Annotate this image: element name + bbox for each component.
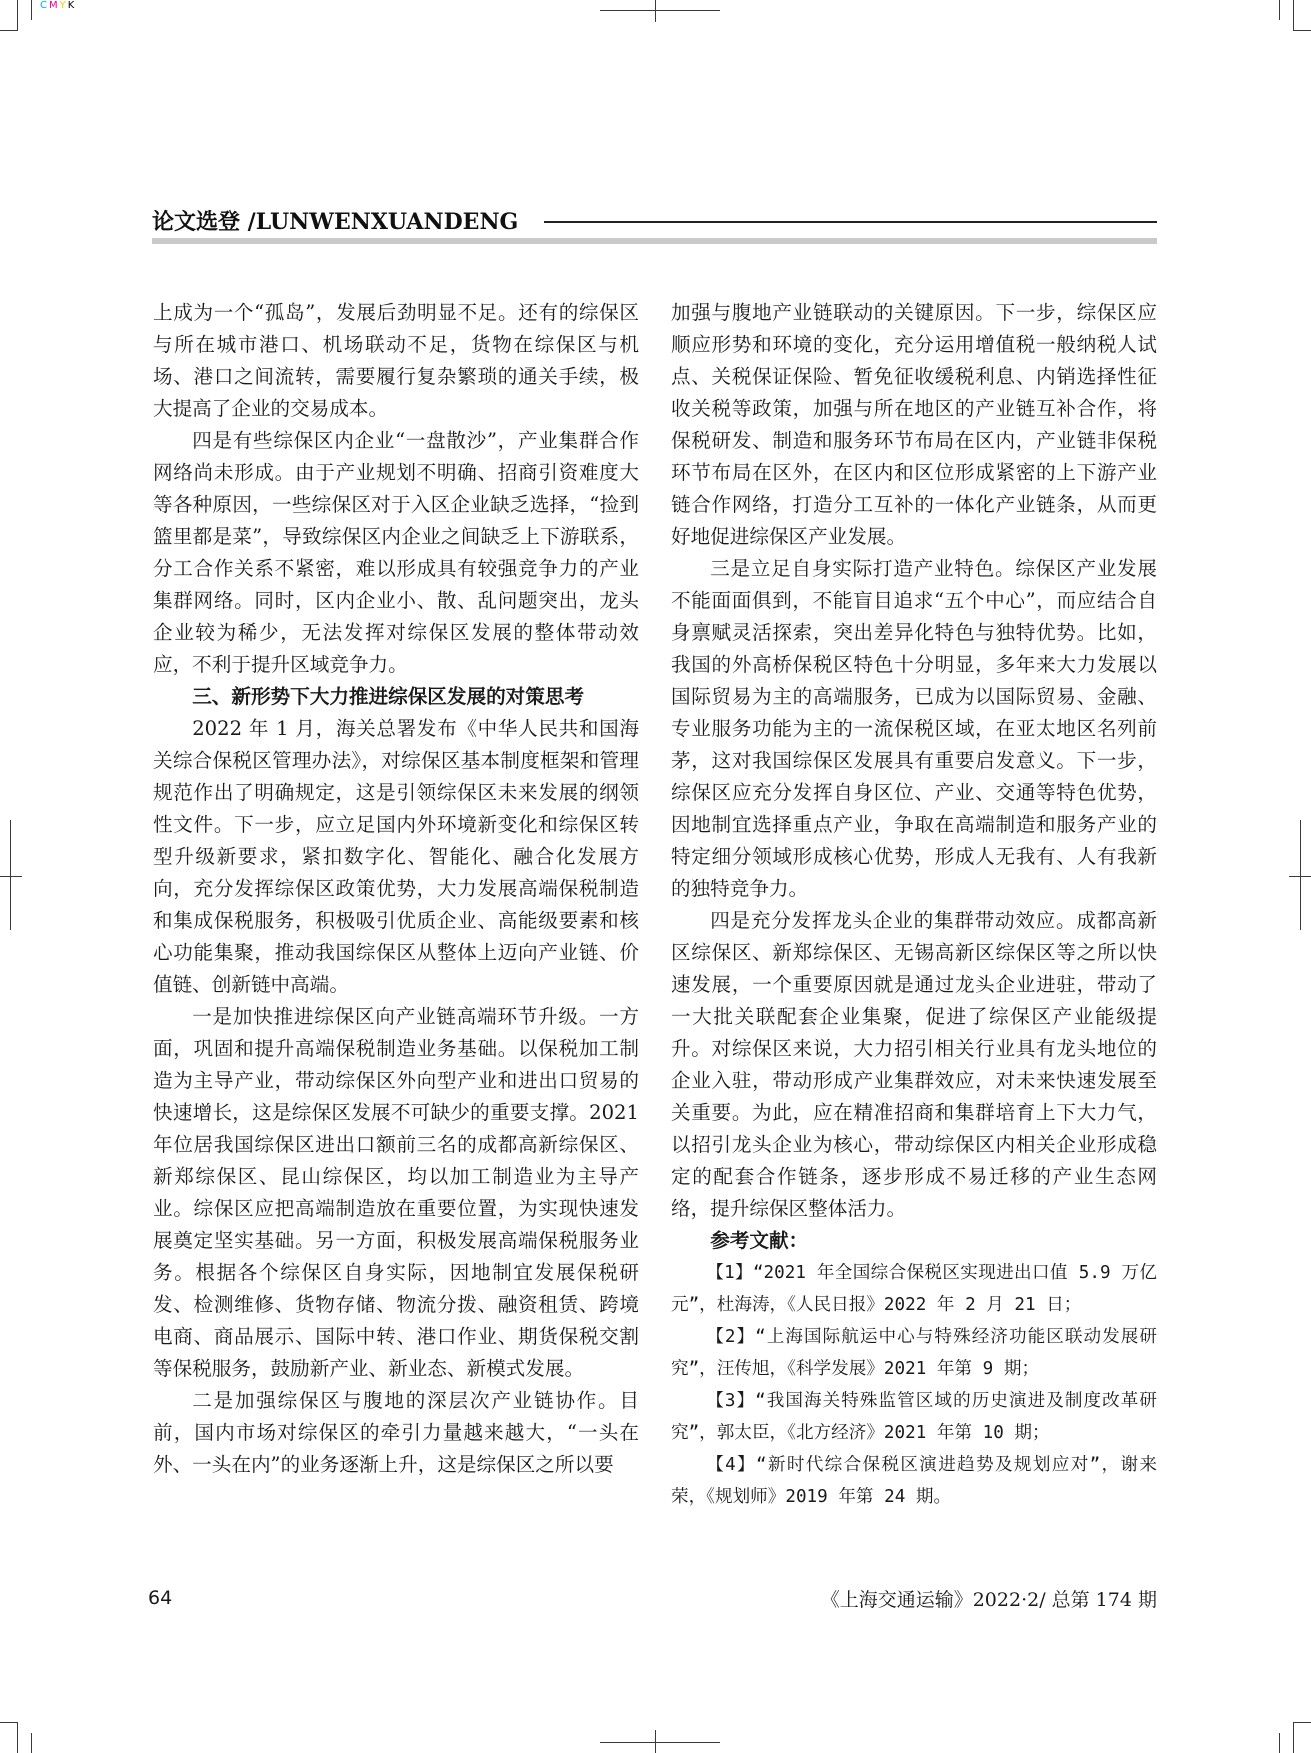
cmyk-y: Y	[59, 0, 68, 11]
paragraph: 加强与腹地产业链联动的关键原因。下一步，综保区应顺应形势和环境的变化，充分运用增值税一般纳税人试点、关税保证保险、暂免征收缓税利息、内销选择性征收关税等政策，加强与所在地区的产业链互补合作，将保税研发、制造和服务环节布局在区内，产业链非保税环节布局在区外，在区内和区位形成紧密的上下游产业链合作网络，打造分工互补的一体化产业链条，从而更好地促进综保区产业发展。	[671, 301, 1157, 548]
crop-mark	[1279, 0, 1280, 20]
reference-item: 【3】“我国海关特殊监管区域的历史演进及制度改革研究”，郭太臣，《北方经济》2021 年第 10 期；	[671, 1391, 1157, 1443]
paragraph: 二是加强综保区与腹地的深层次产业链协作。目前，国内市场对综保区的牵引力量越来越大，“一头在外、一头在内”的业务逐渐上升，这是综保区之所以要	[153, 1389, 639, 1476]
reference-item: 【4】“新时代综合保税区演进趋势及规划应对”，谢来荣，《规划师》2019 年第 24 期。	[671, 1455, 1157, 1507]
paragraph: 四是充分发挥龙头企业的集群带动效应。成都高新区综保区、新郑综保区、无锡高新区综保区等之所以快速发展，一个重要原因就是通过龙头企业进驻，带动了一大批关联配套企业集聚，促进了综保区产业能级提升。对综保区来说，大力招引相关行业具有龙头地位的企业入驻，带动形成产业集群效应，对未来快速发展至关重要。为此，应在精准招商和集群培育上下大力气，以招引龙头企业为核心，带动综保区内相关企业形成稳定的配套合作链条，逐步形成不易迁移的产业生态网络，提升综保区整体活力。	[671, 909, 1157, 1220]
header-band	[152, 238, 1157, 244]
left-column	[153, 297, 639, 1481]
paragraph: 2022 年 1 月，海关总署发布《中华人民共和国海关综合保税区管理办法》，对综保区基本制度框架和管理规范作出了明确规定，这是引领综保区未来发展的纲领性文件。下一步，应立足国内外环境新变化和综保区转型升级新要求，紧扣数字化、智能化、融合化发展方向，充分发挥综保区政策优势，大力发展高端保税制造和集成保税服务，积极吸引优质企业、高能级要素和核心功能集聚，推动我国综保区从整体上迈向产业链、价值链、创新链中高端。	[153, 717, 639, 996]
crop-mark	[0, 876, 22, 877]
crop-mark	[31, 0, 32, 20]
crop-mark	[600, 10, 720, 11]
cmyk-k: K	[67, 0, 77, 11]
section-heading: 三、新形势下大力推进综保区发展的对策思考	[192, 685, 585, 708]
crop-mark	[0, 30, 18, 31]
crop-mark	[1300, 820, 1301, 930]
crop-mark	[0, 1722, 18, 1723]
reference-item: 【1】“2021 年全国综合保税区实现进出口值 5.9 万亿元”，杜海涛，《人民日报》2022 年 2 月 21 日；	[671, 1263, 1157, 1315]
page-number: 64	[148, 1587, 173, 1609]
paragraph: 四是有些综保区内企业“一盘散沙”，产业集群合作网络尚未形成。由于产业规划不明确、招商引资难度大等各种原因，一些综保区对于入区企业缺乏选择，“捡到篮里都是菜”，导致综保区内企业之间缺乏上下游联系，分工合作关系不紧密，难以形成具有较强竞争力的产业集群网络。同时，区内企业小、散、乱问题突出，龙头企业较为稀少，无法发挥对综保区发展的整体带动效应，不利于提升区域竞争力。	[153, 429, 639, 676]
crop-mark	[31, 1733, 32, 1753]
paragraph: 三是立足自身实际打造产业特色。综保区产业发展不能面面俱到，不能盲目追求“五个中心”，而应结合自身禀赋灵活探索，突出差异化特色与独特优势。比如，我国的外高桥保税区特色十分明显，多年来大力发展以国际贸易为主的高端服务，已成为以国际贸易、金融、专业服务功能为主的一流保税区域，在亚太地区名列前茅，这对我国综保区发展具有重要启发意义。下一步，综保区应充分发挥自身区位、产业、交通等特色优势，因地制宜选择重点产业，争取在高端制造和服务产业的特定细分领域形成核心优势，形成人无我有、人有我新的独特竞争力。	[671, 557, 1157, 900]
crop-mark	[1293, 30, 1311, 31]
crop-mark	[1293, 1722, 1294, 1753]
crop-mark	[17, 1722, 18, 1753]
paragraph: 上成为一个“孤岛”，发展后劲明显不足。还有的综保区与所在城市港口、机场联动不足，货物在综保区与机场、港口之间流转，需要履行复杂繁琐的通关手续，极大提高了企业的交易成本。	[153, 301, 639, 420]
crop-mark	[1279, 1733, 1280, 1753]
section-title: 论文选登 /LUNWENXUANDENG	[152, 209, 519, 235]
crop-mark	[1293, 1722, 1311, 1723]
section-header	[152, 208, 1157, 242]
cmyk-color-bar	[40, 0, 76, 12]
cmyk-c: C	[40, 0, 49, 11]
references-heading: 参考文献：	[710, 1229, 809, 1252]
crop-mark	[17, 0, 18, 30]
crop-mark	[655, 1730, 656, 1753]
journal-citation: 《上海交通运输》2022·2/ 总第 174 期	[820, 1589, 1157, 1611]
paragraph: 一是加快推进综保区向产业链高端环节升级。一方面，巩固和提升高端保税制造业务基础。以保税加工制造为主导产业，带动综保区外向型产业和进出口贸易的快速增长，这是综保区发展不可缺少的重要支撑。2021 年位居我国综保区进出口额前三名的成都高新综保区、新郑综保区、昆山综保区，均以加工制造业为主导产业。综保区应把高端制造放在重要位置，为实现快速发展奠定坚实基础。另一方面，积极发展高端保税服务业务。根据各个综保区自身实际，因地制宜发展保税研发、检测维修、货物存储、物流分拨、融资租赁、跨境电商、商品展示、国际中转、港口作业、期货保税交割等保税服务，鼓励新产业、新业态、新模式发展。	[153, 1005, 639, 1380]
right-column	[671, 297, 1157, 1513]
header-rule	[544, 221, 1157, 223]
crop-mark	[655, 0, 656, 22]
crop-mark	[10, 820, 11, 930]
crop-mark	[600, 1742, 720, 1743]
crop-mark	[1293, 0, 1294, 30]
cmyk-m: M	[48, 0, 60, 11]
reference-item: 【2】“上海国际航运中心与特殊经济功能区联动发展研究”，汪传旭，《科学发展》2021 年第 9 期；	[671, 1327, 1157, 1379]
